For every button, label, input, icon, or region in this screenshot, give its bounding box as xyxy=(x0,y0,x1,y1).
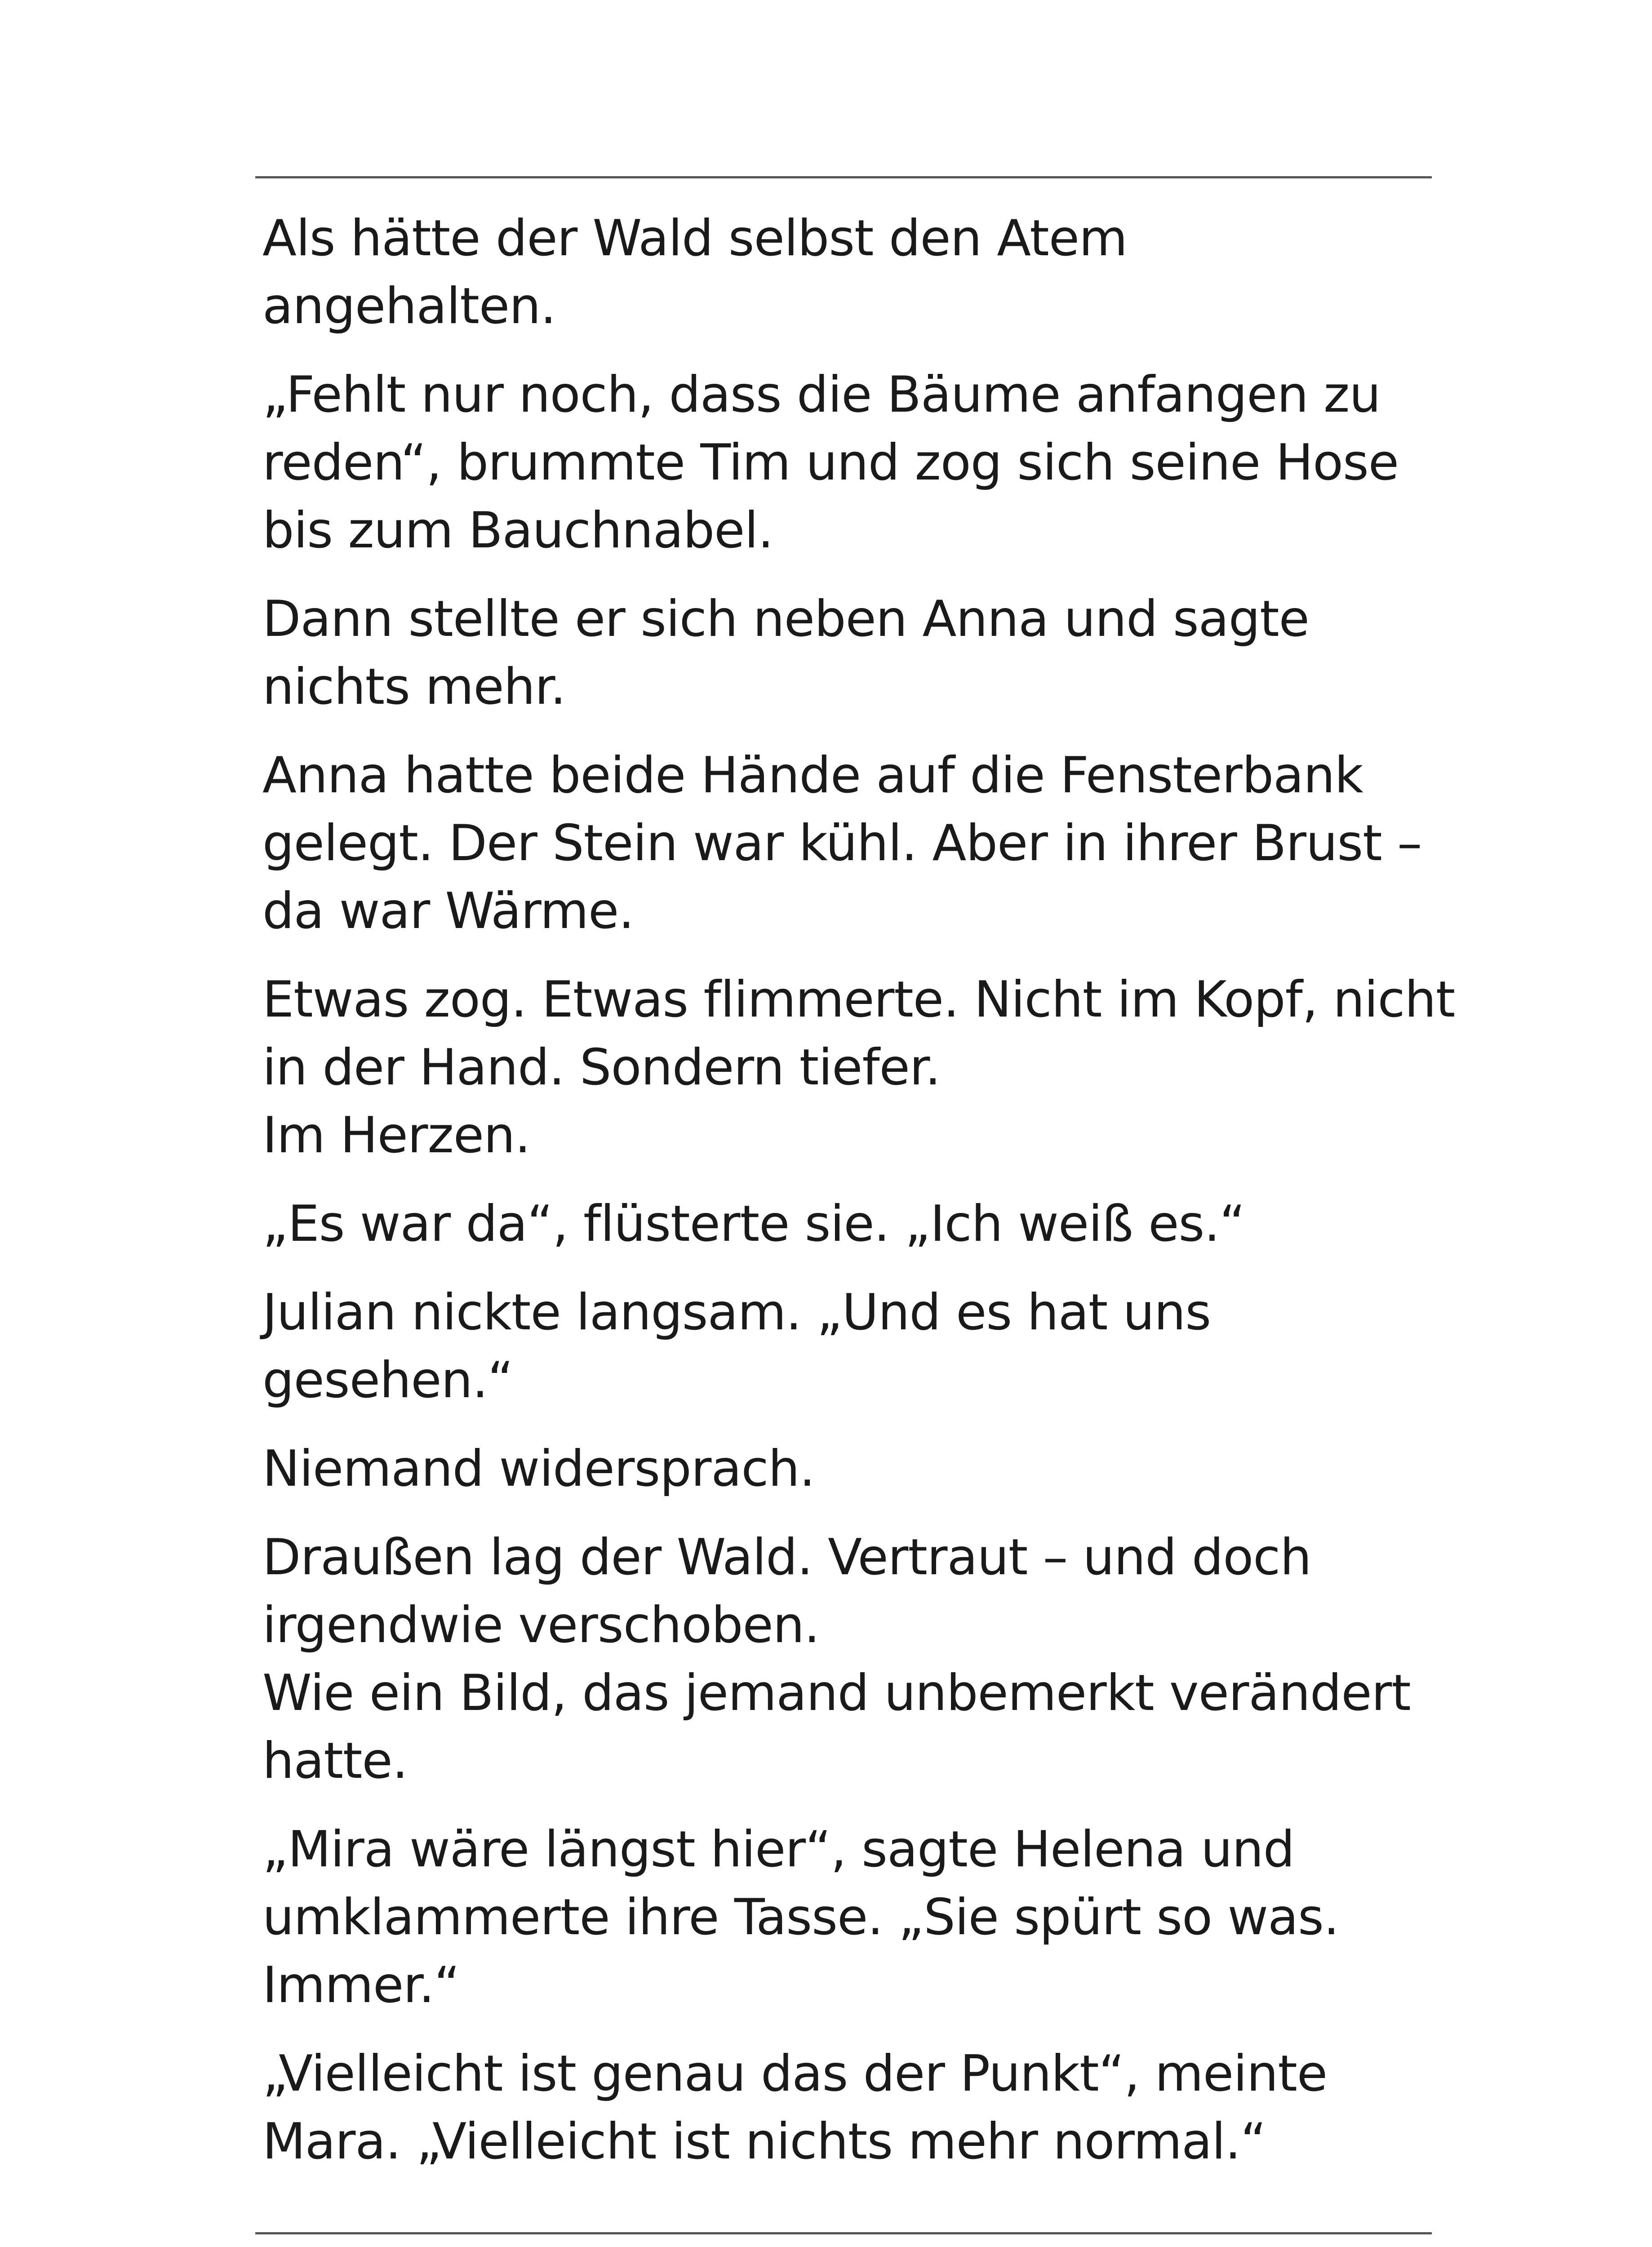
paragraph-1 xyxy=(262,204,1431,340)
paragraph-2 xyxy=(262,361,1431,564)
text-line: Anna hatte beide Hände auf die Fensterbank xyxy=(262,746,1363,804)
text-line: Draußen lag der Wald. Vertraut – und doch xyxy=(262,1528,1311,1586)
paragraph-5 xyxy=(262,966,1455,1169)
paragraph-8 xyxy=(262,1435,1431,1503)
text-line: „Fehlt nur noch, dass die Bäume anfangen zu xyxy=(262,366,1381,424)
text-line: Niemand widersprach. xyxy=(262,1440,815,1498)
paragraph-10 xyxy=(262,1816,1431,2019)
text-line: Wie ein Bild, das jemand unbemerkt verändert xyxy=(262,1664,1411,1722)
footer-rule xyxy=(255,2232,1432,2234)
text-line: Dann stellte er sich neben Anna und sagte xyxy=(262,590,1309,648)
text-line: angehalten. xyxy=(262,277,556,335)
text-line: „Vielleicht ist genau das der Punkt“, meinte xyxy=(262,2045,1328,2103)
paragraph-9 xyxy=(262,1523,1431,1795)
text-line: gesehen.“ xyxy=(262,1351,513,1409)
text-line: gelegt. Der Stein war kühl. Aber in ihrer Brust – xyxy=(262,814,1422,872)
paragraph-3 xyxy=(262,585,1431,721)
text-line: Mara. „Vielleicht ist nichts mehr normal.“ xyxy=(262,2113,1266,2171)
text-line: reden“, brummte Tim und zog sich seine Hose xyxy=(262,434,1399,492)
text-line: „Mira wäre längst hier“, sagte Helena und xyxy=(262,1821,1295,1878)
text-line: irgendwie verschoben. xyxy=(262,1596,820,1654)
text-line: umklammerte ihre Tasse. „Sie spürt so was. xyxy=(262,1888,1339,1946)
body-text xyxy=(262,204,1455,2196)
paragraph-6 xyxy=(262,1190,1431,1258)
text-line: da war Wärme. xyxy=(262,882,634,940)
text-line: Julian nickte langsam. „Und es hat uns xyxy=(262,1283,1211,1341)
paragraph-7 xyxy=(262,1279,1431,1414)
text-line: hatte. xyxy=(262,1732,408,1790)
text-line: „Es war da“, flüsterte sie. „Ich weiß es.“ xyxy=(262,1195,1245,1253)
paragraph-11 xyxy=(262,2040,1431,2176)
text-line: nichts mehr. xyxy=(262,658,566,716)
text-line: in der Hand. Sondern tiefer. xyxy=(262,1039,941,1097)
text-line: Als hätte der Wald selbst den Atem xyxy=(262,209,1128,267)
text-line: Etwas zog. Etwas flimmerte. Nicht im Kopf, nicht xyxy=(262,971,1455,1029)
text-line: Immer.“ xyxy=(262,1956,460,2014)
text-line: bis zum Bauchnabel. xyxy=(262,502,773,560)
paragraph-4 xyxy=(262,742,1431,945)
header-rule xyxy=(255,176,1432,178)
text-line: Im Herzen. xyxy=(262,1106,530,1164)
